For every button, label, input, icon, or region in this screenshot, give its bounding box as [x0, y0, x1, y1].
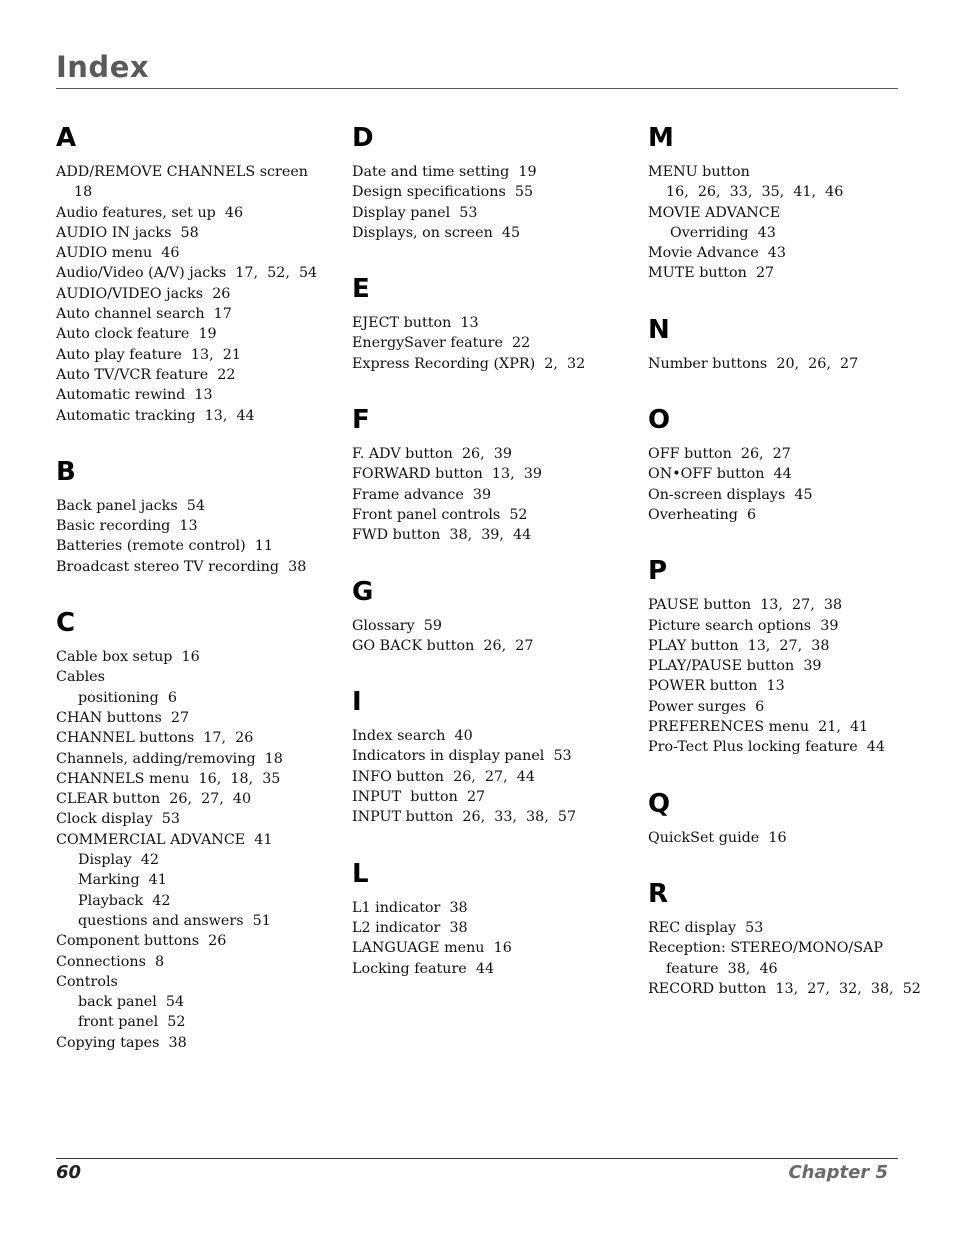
index-section	[352, 273, 622, 374]
index-section	[352, 686, 622, 827]
index-entry: AUDIO IN jacks 58	[56, 224, 199, 241]
index-entry: Cable box setup 16	[56, 649, 200, 666]
index-entry: PAUSE button 13, 27, 38	[648, 597, 843, 614]
footer-rule	[56, 1158, 898, 1159]
index-entry: Copying tapes 38	[56, 1034, 187, 1051]
header-rule	[56, 88, 898, 89]
index-subentry: questions and answers 51	[78, 912, 271, 929]
index-section	[648, 788, 918, 848]
index-section	[648, 404, 918, 525]
index-entry: Display panel 53	[352, 204, 478, 221]
index-entry: Broadcast stereo TV recording 38	[56, 558, 307, 575]
index-entry: L1 indicator 38	[352, 899, 468, 916]
index-subentry: Overriding 43	[670, 224, 776, 241]
index-subentry: 18	[74, 184, 93, 201]
index-entry: Auto channel search 17	[56, 306, 232, 323]
index-entry: EJECT button 13	[352, 315, 479, 332]
index-subentry: positioning 6	[78, 689, 177, 706]
section-letter: P	[648, 556, 668, 587]
section-letter: N	[648, 314, 670, 345]
index-subentry: Playback 42	[78, 892, 171, 909]
index-entry: L2 indicator 38	[352, 919, 468, 936]
index-entry: Number buttons 20, 26, 27	[648, 355, 859, 372]
index-entry: Front panel controls 52	[352, 506, 528, 523]
section-letter: E	[352, 274, 370, 305]
index-entry: EnergySaver feature 22	[352, 335, 531, 352]
index-entry: PLAY/PAUSE button 39	[648, 658, 822, 675]
index-entry: GO BACK button 26, 27	[352, 637, 534, 654]
index-entry: Date and time setting 19	[352, 164, 537, 180]
index-entry: Connections 8	[56, 953, 165, 970]
index-column-1	[56, 122, 326, 1083]
index-subentry: front panel 52	[78, 1014, 186, 1031]
index-entry: Picture search options 39	[648, 617, 839, 634]
index-entry: CHANNELS menu 16, 18, 35	[56, 770, 281, 787]
index-entry: OFF button 26, 27	[648, 446, 791, 463]
index-entry: Pro-Tect Plus locking feature 44	[648, 739, 885, 756]
index-entry: Channels, adding/removing 18	[56, 750, 283, 767]
index-entry: ON•OFF button 44	[648, 466, 792, 483]
index-entry: Auto TV/VCR feature 22	[56, 366, 236, 383]
index-entry: Audio features, set up 46	[56, 204, 244, 221]
index-entry: LANGUAGE menu 16	[352, 940, 512, 957]
index-entry: MOVIE ADVANCE	[648, 204, 781, 221]
index-entry: FORWARD button 13, 39	[352, 466, 542, 483]
index-entry: CHAN buttons 27	[56, 709, 190, 726]
section-letter: G	[352, 576, 374, 607]
index-section	[648, 314, 918, 374]
index-entry: Cables	[56, 669, 105, 686]
section-letter: R	[648, 878, 669, 909]
index-entry: COMMERCIAL ADVANCE 41	[56, 831, 273, 848]
index-section	[352, 404, 622, 545]
index-section	[56, 456, 326, 577]
index-entry: Power surges 6	[648, 698, 765, 715]
index-entry: Back panel jacks 54	[56, 497, 205, 514]
index-entry: Batteries (remote control) 11	[56, 538, 273, 555]
index-entry: MUTE button 27	[648, 265, 775, 282]
index-entry: AUDIO menu 46	[56, 245, 180, 262]
index-entry: F. ADV button 26, 39	[352, 446, 512, 463]
section-letter: A	[56, 123, 77, 153]
section-letter: Q	[648, 788, 671, 819]
index-entry: MENU button	[648, 164, 750, 180]
index-entry: REC display 53	[648, 919, 764, 936]
index-entry: POWER button 13	[648, 678, 785, 695]
index-entry: INFO button 26, 27, 44	[352, 768, 535, 785]
index-entry: Design specifications 55	[352, 184, 534, 201]
section-letter: F	[352, 405, 370, 436]
index-subentry: 16, 26, 33, 35, 41, 46	[666, 184, 844, 201]
index-entry: Movie Advance 43	[648, 245, 786, 262]
index-entry: Locking feature 44	[352, 960, 495, 977]
index-entry: Automatic rewind 13	[56, 387, 213, 404]
index-subentry: Display 42	[78, 852, 159, 869]
index-entry: Clock display 53	[56, 811, 181, 828]
section-letter: M	[648, 123, 674, 153]
index-entry: ADD/REMOVE CHANNELS screen	[56, 164, 309, 180]
index-entry: PLAY button 13, 27, 38	[648, 637, 830, 654]
section-letter: B	[56, 456, 76, 487]
index-subentry: Marking 41	[78, 872, 167, 889]
index-entry: On-screen displays 45	[648, 486, 813, 503]
index-entry: RECORD button 13, 27, 32, 38, 52	[648, 980, 921, 997]
index-entry: PREFERENCES menu 21, 41	[648, 719, 869, 736]
page-title: Index	[56, 50, 150, 84]
section-letter: I	[352, 687, 362, 718]
index-entry: Glossary 59	[352, 617, 442, 634]
index-section	[352, 858, 622, 979]
index-subentry: feature 38, 46	[666, 960, 778, 977]
index-section	[56, 122, 326, 426]
index-section	[352, 576, 622, 657]
index-subentry: back panel 54	[78, 994, 185, 1011]
index-entry: QuickSet guide 16	[648, 829, 787, 846]
chapter-label: Chapter 5	[788, 1162, 888, 1183]
index-section	[352, 122, 622, 243]
index-entry: Basic recording 13	[56, 518, 198, 535]
index-entry: Reception: STEREO/MONO/SAP	[648, 940, 883, 957]
index-entry: Indicators in display panel 53	[352, 748, 572, 765]
index-entry: CHANNEL buttons 17, 26	[56, 730, 254, 747]
index-section	[648, 878, 921, 999]
section-letter: L	[352, 858, 369, 889]
index-column-3	[648, 122, 921, 1029]
page-number: 60	[56, 1162, 82, 1183]
index-entry: Auto clock feature 19	[56, 326, 217, 343]
section-letter: C	[56, 608, 76, 639]
index-entry: Audio/Video (A/V) jacks 17, 52, 54	[56, 265, 318, 282]
index-column-2	[352, 122, 622, 1009]
section-letter: O	[648, 405, 671, 436]
index-entry: Frame advance 39	[352, 486, 492, 503]
index-entry: Express Recording (XPR) 2, 32	[352, 355, 586, 372]
index-entry: INPUT button 26, 33, 38, 57	[352, 809, 577, 826]
index-section	[648, 122, 918, 284]
index-entry: Auto play feature 13, 21	[56, 346, 241, 363]
index-entry: AUDIO/VIDEO jacks 26	[56, 285, 231, 302]
index-entry: Component buttons 26	[56, 933, 227, 950]
index-section	[56, 607, 326, 1053]
index-entry: INPUT button 27	[352, 789, 486, 806]
index-section	[648, 555, 918, 757]
index-entry: Controls	[56, 973, 118, 990]
index-entry: Overheating 6	[648, 506, 757, 523]
index-entry: Index search 40	[352, 728, 473, 745]
section-letter: D	[352, 123, 374, 153]
index-entry: Automatic tracking 13, 44	[56, 407, 255, 424]
index-entry: FWD button 38, 39, 44	[352, 527, 532, 544]
index-entry: CLEAR button 26, 27, 40	[56, 791, 252, 808]
index-entry: Displays, on screen 45	[352, 224, 521, 241]
